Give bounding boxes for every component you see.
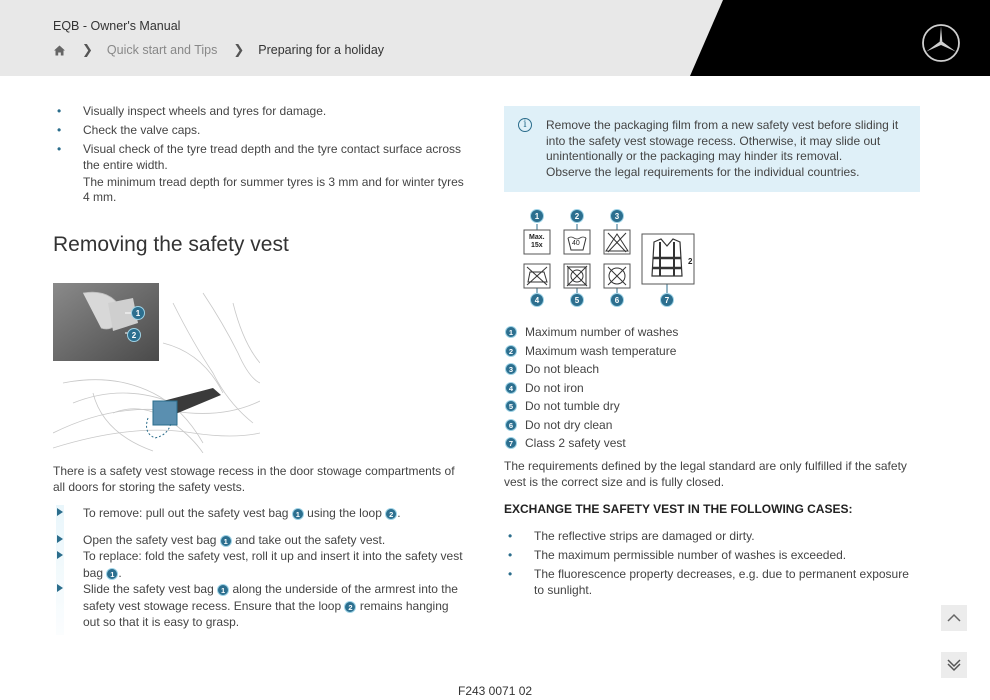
list-item: • Visually inspect wheels and tyres for damage.	[53, 104, 473, 120]
tyre-check-list	[53, 104, 473, 206]
callout-2: 2	[385, 508, 397, 520]
list-item: • The reflective strips are damaged or dirty.	[504, 529, 920, 545]
step-text: using the loop	[307, 506, 382, 520]
requirements-text: The requirements defined by the legal standard are only fulfilled if the safety vest is the correct size and is fully closed.	[504, 459, 907, 489]
wash-temp-value: 40	[572, 240, 580, 247]
chevron-right-icon: ❯	[82, 42, 93, 57]
step-text: along the underside of the armrest into the safety vest stowage recess. Ensure that the loop	[83, 582, 458, 613]
callout-1: 1	[131, 306, 145, 320]
callout-2: 2	[570, 209, 584, 223]
step-slide	[53, 581, 468, 631]
callout-1: 1	[530, 209, 544, 223]
tread-depth-note: The minimum tread depth for summer tyres is 3 mm and for winter tyres 4 mm.	[83, 174, 464, 205]
callout-1: 1	[292, 508, 304, 520]
chevron-right-icon: ❯	[233, 42, 245, 57]
info-line: Observe the legal requirements for the individual countries.	[546, 164, 860, 179]
callout-2: 2	[127, 328, 141, 342]
step-text: Open the safety vest bag	[83, 532, 217, 547]
scroll-to-top-button[interactable]	[941, 605, 967, 631]
legend-item	[504, 416, 920, 435]
step-text: .	[118, 565, 122, 580]
legend-label: Do not tumble dry	[525, 399, 620, 413]
care-symbols-legend	[504, 323, 920, 453]
list-item: • The maximum permissible number of washes is exceeded.	[504, 548, 920, 564]
step-arrow-icon	[57, 551, 63, 559]
legend-label: Do not dry clean	[525, 417, 613, 432]
double-chevron-down-icon	[946, 658, 962, 672]
legend-label: Maximum wash temperature	[525, 343, 677, 358]
exchange-heading: EXCHANGE THE SAFETY VEST IN THE FOLLOWING CASES:	[504, 502, 853, 516]
breadcrumb-link-quick-start[interactable]: Quick start and Tips	[106, 43, 218, 57]
figure-code: F243 0071 02	[458, 684, 533, 698]
callout-7: 7	[660, 293, 674, 307]
max-washes-label: Max.	[529, 234, 545, 241]
list-item: • The fluorescence property decreases, e.g. due to permanent exposure to sunlight.	[504, 567, 920, 598]
callout-3: 3	[610, 209, 624, 223]
chevron-up-icon	[946, 613, 962, 623]
mercedes-star-logo[interactable]	[921, 23, 961, 63]
legend-number: 7	[505, 437, 517, 449]
info-text	[546, 118, 906, 180]
legend-item	[504, 379, 920, 398]
step-text: remains hanging out so that it is easy to grasp.	[83, 598, 449, 629]
callout-2: 2	[344, 601, 356, 613]
step-text: To remove: pull out the safety vest bag	[83, 506, 289, 520]
legend-label: Do not bleach	[525, 362, 600, 376]
step-open	[53, 532, 468, 549]
step-arrow-icon	[57, 584, 63, 592]
scroll-down-button[interactable]	[941, 652, 967, 678]
step-text: .	[397, 506, 401, 520]
doc-title: EQB - Owner's Manual	[53, 19, 181, 33]
legend-item	[504, 397, 920, 416]
info-icon: i	[518, 118, 532, 132]
legend-number: 3	[505, 363, 517, 375]
info-line: Remove the packaging film from a new safety vest before sliding it into the safety vest stowage recess. Otherwise, it may slide out unintentionally or the packaging may hinder its removal.	[546, 118, 899, 164]
step-remove	[53, 505, 468, 522]
callout-1: 1	[220, 535, 232, 547]
callout-4: 4	[530, 293, 544, 307]
legend-item	[504, 360, 920, 379]
step-arrow-icon	[57, 508, 63, 516]
legend-number: 1	[505, 326, 517, 338]
header	[0, 0, 990, 76]
breadcrumb-current: Preparing for a holiday	[258, 43, 385, 57]
list-item	[53, 142, 473, 173]
legend-item	[504, 342, 920, 361]
legend-item	[504, 323, 920, 342]
max-washes-value: 15x	[531, 242, 543, 249]
step-text: and take out the safety vest.	[235, 532, 386, 547]
step-text: Slide the safety vest bag	[83, 582, 214, 596]
list-item: • Check the valve caps.	[53, 123, 473, 139]
removal-steps	[53, 505, 468, 631]
legend-label: Class 2 safety vest	[525, 436, 626, 450]
legend-number: 6	[505, 419, 517, 431]
legend-number: 2	[505, 345, 517, 357]
legend-number: 5	[505, 400, 517, 412]
callout-6: 6	[610, 293, 624, 307]
callout-1: 1	[217, 584, 229, 596]
step-arrow-icon	[57, 535, 63, 543]
home-icon[interactable]	[53, 44, 66, 57]
section-title: Removing the safety vest	[53, 233, 289, 256]
stowage-description: There is a safety vest stowage recess in the door stowage compartments of all doors for storing the safety vests.	[53, 464, 455, 494]
legend-label: Maximum number of washes	[525, 325, 679, 339]
legend-item	[504, 434, 920, 453]
callout-1: 1	[106, 568, 118, 580]
exchange-list	[504, 529, 920, 602]
breadcrumb	[53, 42, 384, 58]
vest-class-value: 2	[688, 257, 693, 266]
list-item-text: Visual check of the tyre tread depth and the tyre contact surface across the entire width.	[83, 142, 461, 172]
step-text: To replace: fold the safety vest, roll it up and insert it into the safety vest bag	[83, 549, 463, 580]
legend-label: Do not iron	[525, 380, 584, 395]
step-replace	[53, 548, 468, 581]
door-stowage-illustration	[53, 283, 260, 453]
callout-5: 5	[570, 293, 584, 307]
legend-number: 4	[505, 382, 517, 394]
info-box	[504, 106, 920, 192]
